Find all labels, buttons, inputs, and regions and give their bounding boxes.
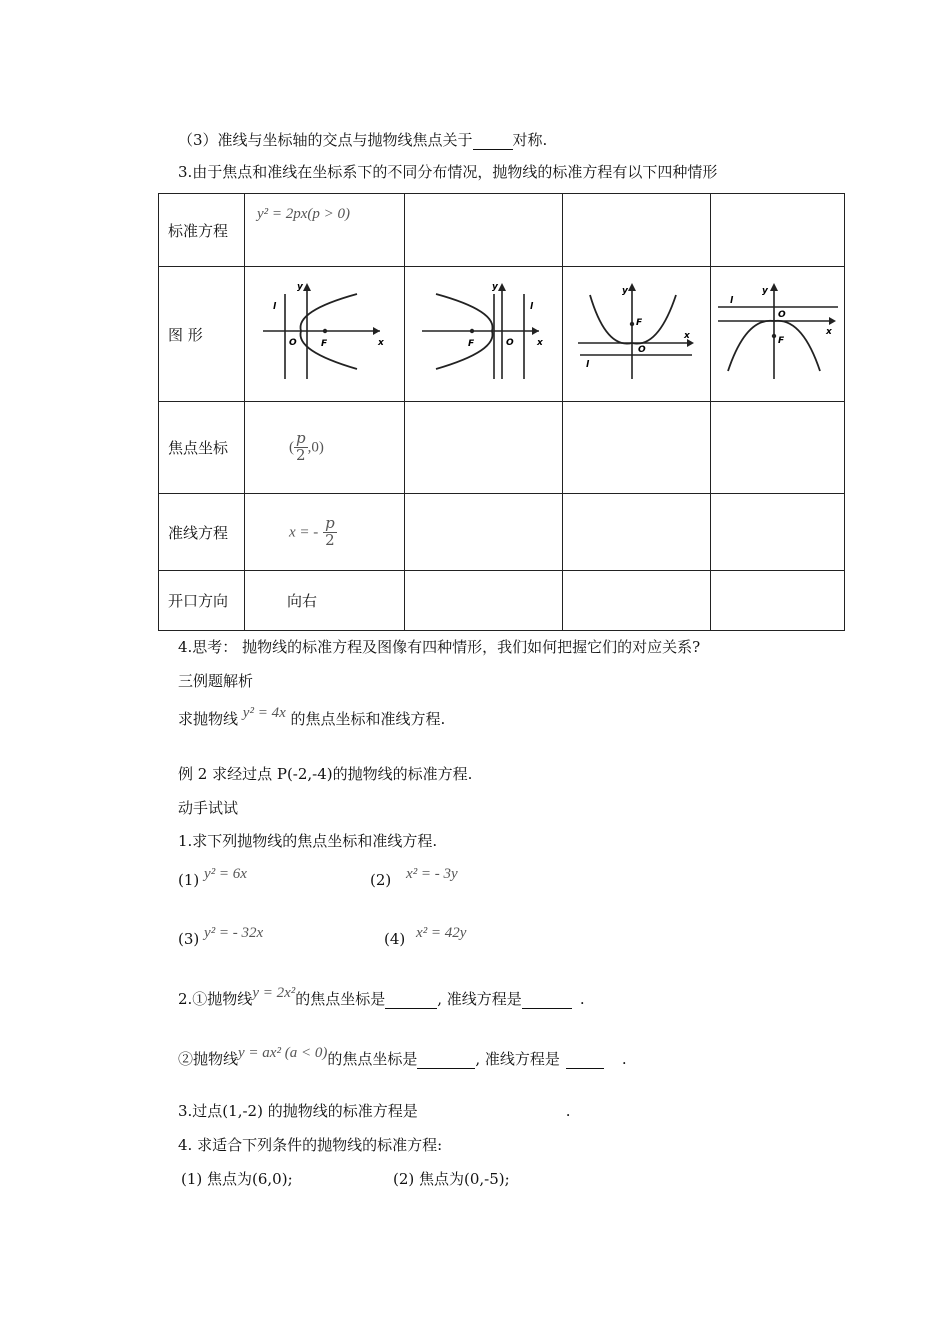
cell-opening-right: 向右 bbox=[245, 571, 405, 631]
answer-blank[interactable] bbox=[473, 131, 513, 150]
row-directrix bbox=[159, 494, 845, 571]
exercise-1-item-4: (4) x² = 42y bbox=[384, 925, 467, 948]
focus-label: F bbox=[777, 336, 784, 346]
intro-four-cases: 3.由于焦点和准线在坐标系下的不同分布情况，抛物线的标准方程有以下四种情形 bbox=[178, 163, 718, 181]
cell-empty[interactable] bbox=[405, 571, 563, 631]
answer-blank[interactable] bbox=[522, 990, 572, 1009]
row-focus bbox=[159, 402, 845, 494]
row-label-opening: 开口方向 bbox=[159, 571, 245, 631]
x-axis-label: x bbox=[683, 331, 690, 341]
row-label-standard-equation: 标准方程 bbox=[159, 194, 245, 267]
answer-blank[interactable] bbox=[385, 990, 437, 1009]
exercise-3: 3.过点(1,-2) 的抛物线的标准方程是 . bbox=[178, 1102, 571, 1120]
row-label-focus: 焦点坐标 bbox=[159, 402, 245, 494]
section-examples-heading: 三例题解析 bbox=[178, 672, 254, 690]
parabola-right-graph bbox=[255, 279, 395, 389]
parabola-table bbox=[158, 193, 845, 631]
cell-empty[interactable] bbox=[711, 571, 845, 631]
row-label-graph: 图 形 bbox=[159, 267, 245, 402]
row-standard-equation bbox=[159, 194, 845, 267]
y-axis-label: y bbox=[296, 282, 303, 292]
cell-empty[interactable] bbox=[711, 194, 845, 267]
row-opening bbox=[159, 571, 845, 631]
cell-focus-right: ( $\frac{p}{2}$ ,0) bbox=[245, 402, 405, 494]
equation-y2-4x: y² = 4x bbox=[242, 705, 286, 721]
origin-label: O bbox=[505, 338, 514, 348]
parabola-up-graph bbox=[572, 279, 702, 389]
fraction-p-over-2: $\frac{p}{2}$ bbox=[325, 513, 335, 549]
fraction-p-over-2: $\frac{p}{2}$ bbox=[296, 429, 306, 464]
cell-empty[interactable] bbox=[711, 402, 845, 494]
cell-empty[interactable] bbox=[405, 494, 563, 571]
focus-label: F bbox=[320, 339, 327, 349]
exercise-1-item-3: (3) y² = - 32x bbox=[178, 925, 264, 948]
cell-standard-equation-right bbox=[245, 194, 405, 267]
parabola-left-graph bbox=[414, 279, 554, 389]
x-axis-label: x bbox=[825, 327, 832, 337]
x-axis-label: x bbox=[536, 338, 543, 348]
row-graph bbox=[159, 267, 845, 402]
try-it-heading: 动手试试 bbox=[178, 799, 239, 817]
parabola-down-graph bbox=[714, 279, 842, 389]
directrix-label: l bbox=[585, 360, 589, 370]
exercise-2b: ②抛物线y = ax² (a < 0)的焦点坐标是 , 准线方程是 . bbox=[178, 1045, 627, 1068]
exercise-1: 1.求下列抛物线的焦点坐标和准线方程. bbox=[178, 832, 438, 850]
answer-blank[interactable] bbox=[566, 1050, 604, 1069]
cell-empty[interactable] bbox=[563, 194, 711, 267]
graph-opens-down bbox=[711, 267, 845, 402]
row-label-directrix: 准线方程 bbox=[159, 494, 245, 571]
example-2: 例 2 求经过点 P(-2,-4)的抛物线的标准方程. bbox=[178, 765, 473, 783]
directrix-label: l bbox=[729, 296, 733, 306]
cell-empty[interactable] bbox=[563, 494, 711, 571]
equation-y2-2px: y² = 2px(p > 0) bbox=[257, 206, 351, 222]
origin-label: O bbox=[777, 310, 786, 320]
graph-opens-right bbox=[245, 267, 405, 402]
y-axis-label: y bbox=[621, 286, 628, 296]
answer-blank[interactable] bbox=[417, 1050, 475, 1069]
origin-label: O bbox=[288, 338, 297, 348]
property-3-line: （3）准线与坐标轴的交点与抛物线焦点关于 对称. bbox=[178, 131, 548, 149]
exercise-4-item-2: (2) 焦点为(0,-5); bbox=[393, 1170, 510, 1188]
exercise-2a: 2.①抛物线y = 2x²的焦点坐标是 , 准线方程是 . bbox=[178, 985, 585, 1008]
directrix-label: l bbox=[529, 302, 533, 312]
example-1: 求抛物线 y² = 4x 的焦点坐标和准线方程. bbox=[178, 705, 446, 728]
exercise-1-item-1: (1) y² = 6x bbox=[178, 866, 247, 889]
exercise-4-item-1: (1) 焦点为(6,0); bbox=[181, 1170, 293, 1188]
cell-empty[interactable] bbox=[711, 494, 845, 571]
cell-empty[interactable] bbox=[563, 571, 711, 631]
cell-empty[interactable] bbox=[405, 402, 563, 494]
cell-empty[interactable] bbox=[405, 194, 563, 267]
focus-label: F bbox=[635, 318, 642, 328]
cell-empty[interactable] bbox=[563, 402, 711, 494]
directrix-label: l bbox=[272, 302, 276, 312]
think-question: 4.思考： 抛物线的标准方程及图像有四种情形，我们如何把握它们的对应关系? bbox=[178, 638, 701, 656]
graph-opens-left bbox=[405, 267, 563, 402]
origin-label: O bbox=[637, 345, 646, 355]
y-axis-label: y bbox=[761, 286, 768, 296]
focus-label: F bbox=[467, 339, 474, 349]
exercise-1-item-2: (2) x² = - 3y bbox=[370, 866, 458, 889]
cell-directrix-right: x = - $\frac{p}{2}$ bbox=[245, 494, 405, 571]
graph-opens-up bbox=[563, 267, 711, 402]
y-axis-label: y bbox=[491, 282, 498, 292]
exercise-4: 4. 求适合下列条件的抛物线的标准方程: bbox=[178, 1136, 443, 1154]
x-axis-label: x bbox=[377, 338, 384, 348]
